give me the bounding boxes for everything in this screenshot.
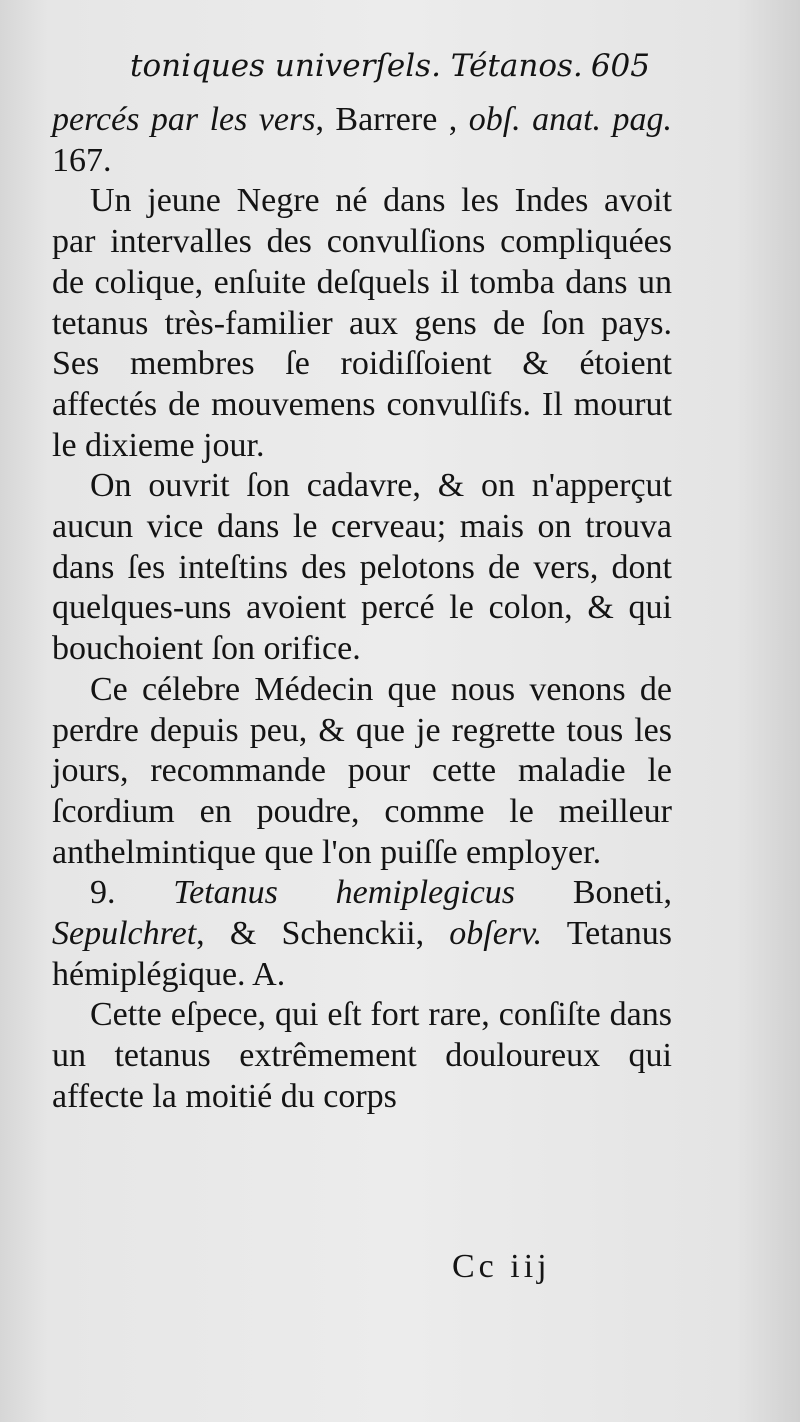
page-header [130, 48, 650, 98]
italic-text-segment: obſerv. [449, 915, 543, 953]
paragraph [52, 995, 672, 1117]
text-segment: Ce célebre Médecin que nous venons de perdre depuis peu, & que je regrette tous les jours, recommande pour cette maladie le ſcordium en poudre, comme le meilleur anthelmintique que l'on puiſſe employer. [52, 670, 672, 871]
paragraph [52, 873, 672, 995]
text-segment: 167. [52, 141, 112, 179]
italic-text-segment: obſ. anat. pag. [468, 101, 672, 138]
paragraph [52, 466, 672, 670]
text-segment: , Barrere , [315, 101, 469, 138]
text-segment: Un jeune Negre né dans les Indes avoit par intervalles des convulſions compliquées de colique, enſuite deſquels il tomba dans un tetanus très-familier aux gens de ſon pays. Ses membres ſe roidiſſoient & étoient affectés de mouvemens convulſifs. Il mourut le dixieme jour. [52, 182, 672, 464]
text-segment: On ouvrit ſon cadavre, & on n'apperçut aucun vice dans le cerveau; mais on trouva dans ſes inteſtins des pelotons de vers, dont quelques-uns avoient percé le colon, & qui bouchoient ſon orifice. [52, 467, 672, 668]
running-title: toniques univerſels. Tétanos. [130, 48, 583, 84]
text-segment: Cette eſpece, qui eſt fort rare, conſiſte dans un tetanus extrêmement douloureux qui affecte la moitié du corps [52, 996, 672, 1115]
italic-text-segment: percés par les vers [52, 101, 316, 138]
paragraph [52, 181, 672, 466]
text-segment: Tetanus hémiplégique. A. [52, 915, 672, 993]
italic-text-segment: Tetanus hemiplegicus [173, 874, 516, 912]
italic-text-segment: Sepulchret [52, 915, 197, 953]
paragraph [52, 670, 672, 874]
text-segment: Boneti, [515, 874, 672, 912]
text-segment: , & Schenckii, [196, 915, 450, 953]
body-text [52, 100, 672, 1118]
text-segment: 9. [90, 874, 174, 912]
printer-signature-mark: Cc iij [452, 1248, 551, 1285]
paragraph [52, 100, 672, 181]
page-number: 605 [590, 48, 650, 84]
